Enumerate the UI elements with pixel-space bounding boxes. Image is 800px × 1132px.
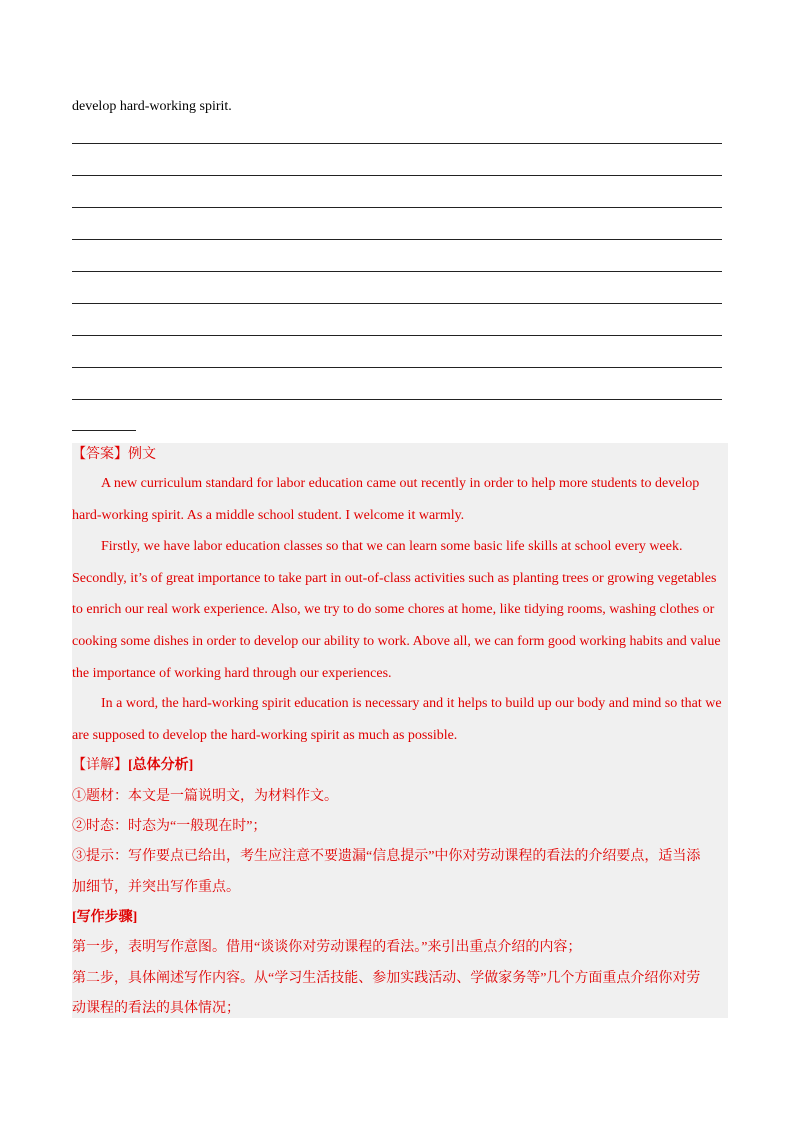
answer-line bbox=[72, 367, 722, 368]
writing-step: 动课程的看法的具体情况； bbox=[72, 1001, 240, 1016]
analysis-point: ②时态：时态为“一般现在时”； bbox=[72, 819, 267, 834]
essay-line: hard-working spirit. As a middle school student. I welcome it warmly. bbox=[72, 508, 465, 523]
detail-heading bbox=[72, 757, 732, 775]
writing-step: 第二步，具体阐述写作内容。从“学习生活技能、参加实践活动、学做家务等”几个方面重点介绍你对劳 bbox=[72, 971, 701, 986]
answer-line bbox=[72, 143, 722, 144]
essay-line: In a word, the hard-working spirit education is necessary and it helps to build up our body and mind so that we bbox=[101, 696, 722, 711]
analysis-point: ③提示：写作要点已给出，考生应注意不要遗漏“信息提示”中你对劳动课程的看法的介绍要点，适当添 bbox=[72, 849, 701, 864]
essay-line: Secondly, it’s of great importance to take part in out-of-class activities such as planting trees or growing vegetables bbox=[72, 571, 717, 586]
answer-line bbox=[72, 399, 722, 400]
answer-line bbox=[72, 207, 722, 208]
intro-text: develop hard-working spirit. bbox=[72, 99, 232, 114]
essay-line: are supposed to develop the hard-working spirit as much as possible. bbox=[72, 728, 458, 743]
analysis-point: ①题材：本文是一篇说明文，为材料作文。 bbox=[72, 789, 338, 804]
essay-line: Firstly, we have labor education classes so that we can learn some basic life skills at school every week. bbox=[101, 539, 683, 554]
answer-line bbox=[72, 335, 722, 336]
essay-line: the importance of working hard through our experiences. bbox=[72, 666, 392, 681]
answer-line bbox=[72, 303, 722, 304]
essay-line: cooking some dishes in order to develop our ability to work. Above all, we can form good working habits and value bbox=[72, 634, 721, 649]
answer-line bbox=[72, 175, 722, 176]
detail-label: 【详解】 bbox=[72, 758, 128, 773]
answer-line bbox=[72, 271, 722, 272]
analysis-point: 加细节，并突出写作重点。 bbox=[72, 880, 240, 895]
writing-steps-title: [写作步骤] bbox=[72, 910, 138, 925]
answer-heading: 【答案】例文 bbox=[72, 447, 156, 462]
essay-line: A new curriculum standard for labor education came out recently in order to help more students to develop bbox=[101, 476, 700, 491]
overall-analysis-title: [总体分析] bbox=[128, 758, 194, 773]
answer-line bbox=[72, 239, 722, 240]
essay-line: to enrich our real work experience. Also, we try to do some chores at home, like tidying rooms, washing clothes or bbox=[72, 602, 715, 617]
footnote-separator bbox=[72, 430, 136, 431]
writing-step: 第一步，表明写作意图。借用“谈谈你对劳动课程的看法。”来引出重点介绍的内容； bbox=[72, 940, 582, 955]
